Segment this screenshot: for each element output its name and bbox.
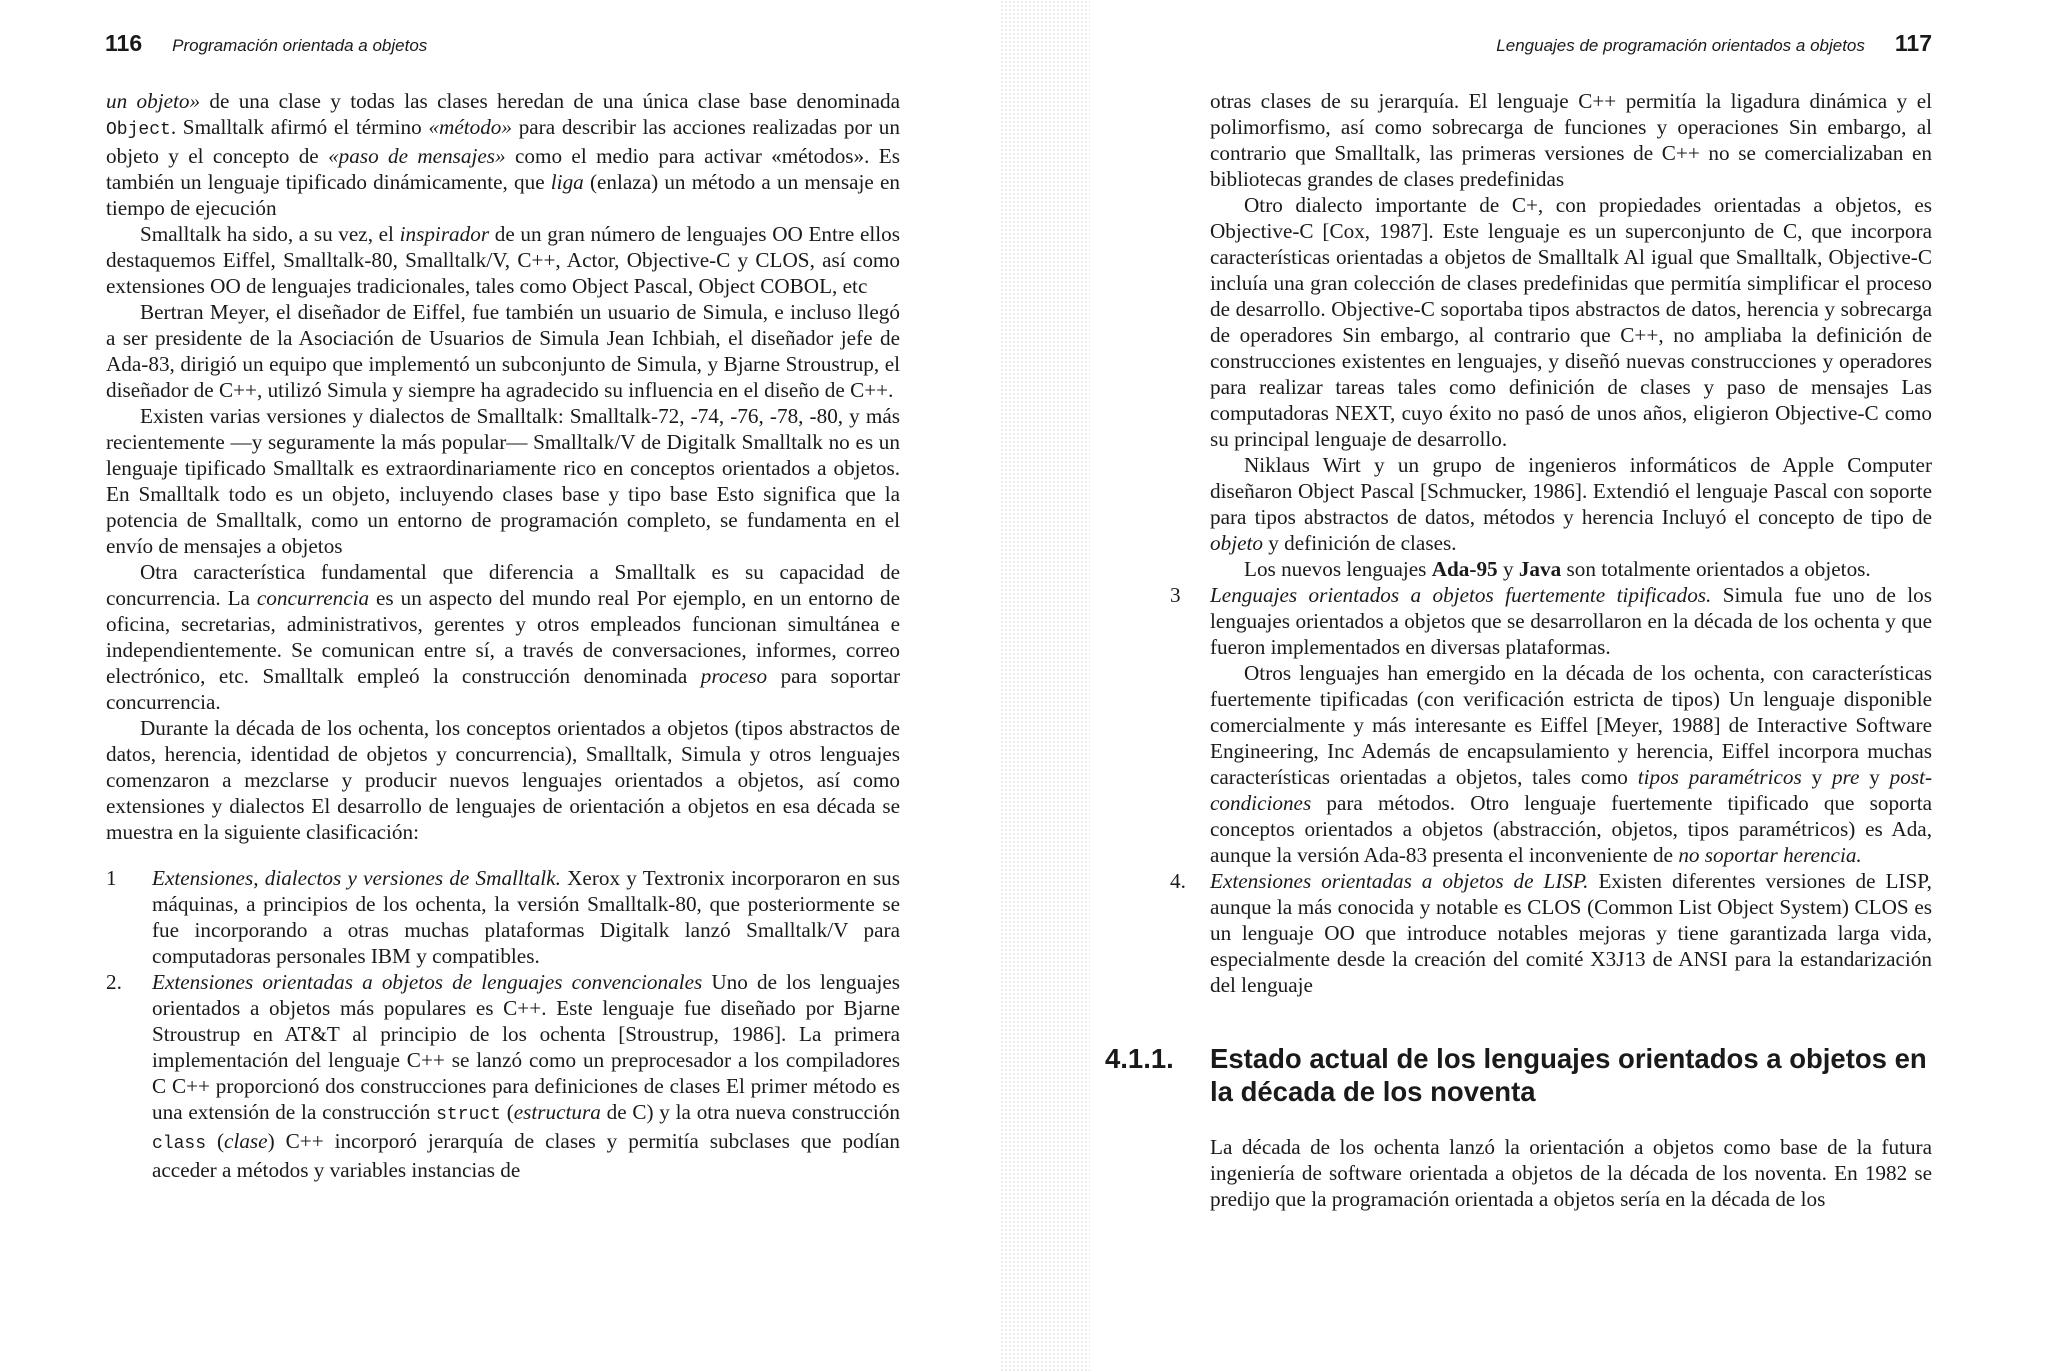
classification-list <box>106 865 900 1183</box>
paragraph <box>106 88 900 221</box>
bold-text: Java <box>1518 557 1562 581</box>
text-run: Otra característica fundamental que diferencia a Smalltalk es su capacidad de concurrencia. La <box>106 560 900 610</box>
code-class: class <box>152 1134 207 1154</box>
italic-text: inspirador <box>399 222 490 246</box>
text-run: como el medio para activar «métodos». Es también un lenguaje tipificado dinámicamente, que <box>106 144 900 194</box>
list-item <box>1170 582 1933 868</box>
left-page <box>0 0 1000 1372</box>
right-body-text <box>1105 88 1933 1212</box>
code-object: Object <box>106 120 171 140</box>
spacer <box>106 845 900 865</box>
text-run: Existen diferentes versiones de LISP, aunque la más conocida y notable es CLOS (Common List Object System) CLOS es un lenguaje OO que introduce notables mejoras y tiene garantizada larga vida, especialmente desde la creación del comité X3J13 de ANSI para la estandarización del lenguaje <box>1210 869 1932 997</box>
paragraph: Durante la década de los ochenta, los conceptos orientados a objetos (tipos abstractos de datos, herencia, identidad de objetos y concurrencia), Smalltalk, Simula y otros lenguajes comenzaron a mezclarse y producir nuevos lenguajes orientados a objetos, así como extensiones y dialectos El desarrollo de lenguajes de orientación a objetos en esa década se muestra en la siguiente clasificación: <box>106 716 900 844</box>
italic-text: «paso de mensajes» <box>328 144 506 168</box>
paragraph: Bertran Meyer, el diseñador de Eiffel, fue también un usuario de Simula, e incluso llegó a ser presidente de la Asociación de Usuarios de Simula Jean Ichbiah, el diseñador jefe de Ada-83, dirigió un equipo que implementó un subconjunto de Simula, y Bjarne Stroustrup, el diseñador de C++, utilizó Simula y siempre ha agradecido su influencia en el diseño de C++. <box>106 300 900 402</box>
code-struct: struct <box>436 1105 501 1125</box>
running-title: Lenguajes de programación orientados a objetos <box>1496 36 1865 55</box>
text-run: Smalltalk ha sido, a su vez, el <box>140 222 400 246</box>
paragraph: Otro dialecto importante de C+, con propiedades orientadas a objetos, es Objective-C [Cox, 1987]. Este lenguaje es un superconjunto de C, que incorpora características orientadas a objetos de Smalltalk Al igual que Smalltalk, Objective-C incluía una gran colección de clases predefinidas que permitía simplificar el proceso de desarrollo. Objective-C soportaba tipos abstractos de datos, herencia y sobrecarga de operadores Sin embargo, al contrario que C++, no ampliaba la definición de construcciones existentes en lenguajes, y diseñó nuevas construcciones y operadores para realizar tareas tales como definición de clases y paso de mensajes Las computadoras NEXT, cuyo éxito no pasó de unos años, eligieron Objective-C como su principal lenguaje de desarrollo. <box>1210 193 1932 451</box>
right-running-head <box>1210 30 1932 60</box>
text-run: y <box>1497 557 1519 581</box>
list-number: 3 <box>1170 583 1181 607</box>
italic-text: pre <box>1831 765 1860 789</box>
right-page <box>1090 0 2048 1372</box>
book-gutter <box>1000 0 1090 1372</box>
paragraph <box>1210 556 1932 582</box>
page-number: 117 <box>1894 30 1932 56</box>
list-item-paragraph <box>1210 660 1932 868</box>
italic-text: Extensiones orientadas a objetos de lenguajes convencionales <box>152 970 703 994</box>
text-run: Otros lenguajes han emergido en la década de los ochenta, con características fuertemente tipificadas (con verificación estricta de tipos) Un lenguaje disponible comercialmente y más interesante es Eiffel [Meyer, 1988] de Interactive Software Engineering, Inc Además de encapsulamiento y herencia, Eiffel incorpora muchas características orientadas a objetos, tales como <box>1210 661 1932 789</box>
italic-text: un objeto» <box>106 89 201 113</box>
text-run: Los nuevos lenguajes <box>1244 557 1432 581</box>
text-run: de una clase y todas las clases heredan de una única clase base denominada <box>200 89 900 113</box>
text-run: de C) y la otra nueva construcción <box>600 1100 900 1124</box>
text-run: y <box>1859 765 1890 789</box>
page-number: 116 <box>105 30 143 56</box>
list-item <box>106 865 900 969</box>
list-item <box>1170 868 1932 998</box>
paragraph <box>1210 452 1932 556</box>
italic-text: Lenguajes orientados a objetos fuertemente tipificados. <box>1210 583 1712 607</box>
left-running-head <box>105 30 945 60</box>
text-run: para soportar concurrencia. <box>106 664 901 714</box>
section-title: Estado actual de los lenguajes orientados a objetos en la década de los noventa <box>1210 1043 1927 1107</box>
list-number: 1 <box>106 866 117 890</box>
italic-text: estructura <box>513 1100 601 1124</box>
italic-text: Extensiones orientadas a objetos de LISP. <box>1210 869 1589 893</box>
italic-text: clase <box>224 1129 268 1153</box>
italic-text: concurrencia <box>256 586 370 610</box>
italic-text: post-condiciones <box>1210 765 1933 815</box>
classification-list-continued <box>1170 582 1933 998</box>
text-run: Niklaus Wirt y un grupo de ingenieros informáticos de Apple Computer diseñaron Object Pascal [Schmucker, 1986]. Extendió el lenguaje Pascal con soporte para tipos abstractos de datos, métodos y herencia Incluyó el concepto de tipo de <box>1210 453 1932 529</box>
text-run: ( <box>206 1129 225 1153</box>
text-run: de un gran número de lenguajes OO Entre ellos destaquemos Eiffel, Smalltalk-80, Smalltalk/V, C++, Actor, Objective-C y CLOS, así como extensiones OO de lenguajes tradicionales, tales como Object Pascal, Object COBOL, etc <box>106 222 900 298</box>
text-run: son totalmente orientados a objetos. <box>1561 557 1871 581</box>
italic-text: «método» <box>428 115 512 139</box>
list-number: 4. <box>1170 869 1186 893</box>
section-number: 4.1.1. <box>1105 1043 1174 1074</box>
italic-text: tipos paramétricos <box>1637 765 1802 789</box>
left-body-text <box>106 88 900 1183</box>
text-run: (enlaza) un método a un mensaje en tiempo de ejecución <box>106 170 900 220</box>
running-title: Programación orientada a objetos <box>172 36 428 55</box>
italic-text: Extensiones, dialectos y versiones de Smalltalk. <box>152 866 561 890</box>
text-run: y definición de clases. <box>1262 531 1457 555</box>
italic-text: liga <box>550 170 584 194</box>
paragraph: Existen varias versiones y dialectos de Smalltalk: Smalltalk-72, -74, -76, -78, -80, y más recientemente —y seguramente la más popular— Smalltalk/V de Digitalk Smalltalk no es un lenguaje tipificado Smalltalk es extraordinariamente rico en conceptos orientados a objetos. En Smalltalk todo es un objeto, incluyendo clases base y tipo base Esto significa que la potencia de Smalltalk, como un entorno de programación completo, se fundamenta en el envío de mensajes a objetos <box>106 404 900 558</box>
italic-text: objeto <box>1210 531 1263 555</box>
section-heading <box>1105 1042 1932 1108</box>
paragraph: La década de los ochenta lanzó la orientación a objetos como base de la futura ingeniería de software orientada a objetos de la década de los noventa. En 1982 se predijo que la programación orientada a objetos sería en la década de los <box>1210 1135 1932 1211</box>
italic-text: proceso <box>700 664 768 688</box>
list-number: 2. <box>106 970 122 994</box>
paragraph <box>106 221 900 299</box>
text-run: Uno de los lenguajes orientados a objetos más populares es C++. Este lenguaje fue diseñado por Bjarne Stroustrup en AT&T al principio de los ochenta [Stroustrup, 1986]. La primera implementación del lenguaje C++ se lanzó como un preprocesador a los compiladores C C++ proporcionó dos construcciones para definiciones de clases El primer método es una extensión de la construcción <box>152 970 900 1124</box>
text-run: Xerox y Textronix incorporaron en sus máquinas, a principios de los ochenta, la versión Smalltalk-80, que posteriormente se fue incorporando a otras muchas plataformas Digitalk lanzó Smalltalk/V para computadoras personales IBM y compatibles. <box>152 866 900 968</box>
italic-text: no soportar herencia. <box>1678 843 1862 867</box>
list-item <box>106 969 900 1183</box>
text-run: para describir las acciones realizadas por un objeto y el concepto de <box>106 115 900 168</box>
paragraph <box>106 559 900 715</box>
text-run: y <box>1801 765 1832 789</box>
text-run: ) C++ incorporó jerarquía de clases y permitía subclases que podían acceder a métodos y variables instancias de <box>152 1129 900 1182</box>
text-run: Simula fue uno de los lenguajes orientados a objetos que se desarrollaron en la década de los ochenta y que fueron implementados en diversas plataformas. <box>1210 583 1933 659</box>
text-run: . Smalltalk afirmó el término <box>170 115 429 139</box>
paragraph: otras clases de su jerarquía. El lenguaje C++ permitía la ligadura dinámica y el polimorfismo, así como sobrecarga de funciones y operaciones Sin embargo, al contrario que Smalltalk, las primeras versiones de C++ no se comercializaban en bibliotecas grandes de clases predefinidas <box>1210 89 1932 191</box>
text-run: para métodos. Otro lenguaje fuertemente tipificado que soporta conceptos orientados a objetos (abstracción, objetos, tipos paramétricos) es Ada, aunque la versión Ada-83 presenta el inconveniente de <box>1210 791 1932 867</box>
text-run: es un aspecto del mundo real Por ejemplo, en un entorno de oficina, secretarias, administrativos, gerentes y otros empleados funcionan simultánea e independientemente. Se comunican entre sí, a través de conversaciones, informes, correo electrónico, etc. Smalltalk empleó la construcción denominada <box>106 586 900 688</box>
text-run: ( <box>500 1100 514 1124</box>
bold-text: Ada-95 <box>1431 557 1498 581</box>
